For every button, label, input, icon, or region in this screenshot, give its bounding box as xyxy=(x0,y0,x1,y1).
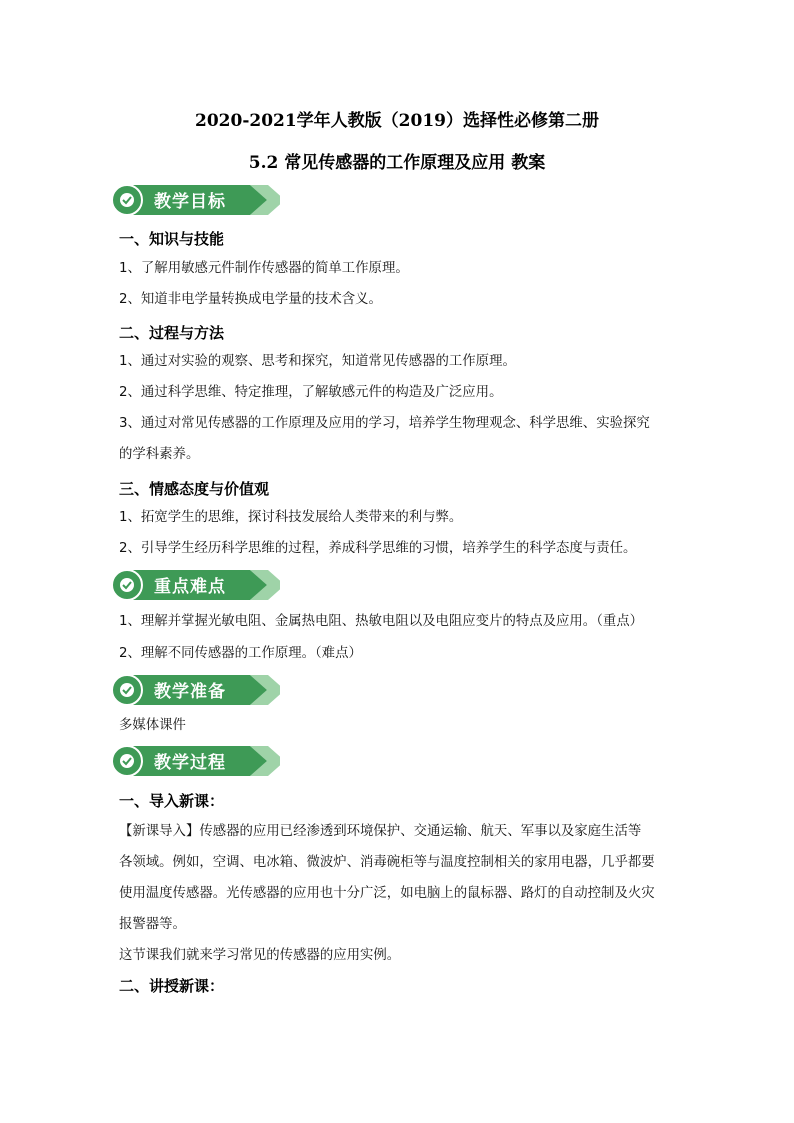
paragraph: 2、理解不同传感器的工作原理。（难点） xyxy=(119,646,362,661)
section-banner-process xyxy=(110,744,280,778)
paragraph: 1、拓宽学生的思维，探讨科技发展给人类带来的利与弊。 xyxy=(119,510,463,525)
heading-attitude-values: 三、情感态度与价值观 xyxy=(119,480,270,498)
document-title-line1: 2020-2021学年人教版（2019）选择性必修第二册 xyxy=(195,111,599,131)
paragraph: 1、理解并掌握光敏电阻、金属热电阻、热敏电阻以及电阻应变片的特点及应用。（重点） xyxy=(119,614,644,629)
section-banner-preparation xyxy=(110,673,280,707)
paragraph: 这节课我们就来学习常见的传感器的应用实例。 xyxy=(119,948,401,963)
heading-new-lesson: 二、讲授新课： xyxy=(119,977,225,995)
document-title-line2: 5.2 常见传感器的工作原理及应用 教案 xyxy=(248,153,546,173)
section-banner-keypoints xyxy=(110,568,280,602)
paragraph: 多媒体课件 xyxy=(119,718,186,733)
banner-label: 重点难点 xyxy=(154,577,226,597)
paragraph: 各领域。例如，空调、电冰箱、微波炉、消毒碗柜等与温度控制相关的家用电器，几乎都要 xyxy=(119,855,655,870)
paragraph: 的学科素养。 xyxy=(119,447,200,462)
paragraph: 2、通过科学思维、特定推理，了解敏感元件的构造及广泛应用。 xyxy=(119,385,503,400)
banner-label: 教学准备 xyxy=(154,682,226,702)
heading-process-methods: 二、过程与方法 xyxy=(119,324,225,342)
banner-label: 教学目标 xyxy=(154,192,226,212)
paragraph: 1、通过对实验的观察、思考和探究，知道常见传感器的工作原理。 xyxy=(119,354,516,369)
paragraph: 使用温度传感器。光传感器的应用也十分广泛，如电脑上的鼠标器、路灯的自动控制及火灾 xyxy=(119,886,655,901)
heading-lead-in: 一、导入新课： xyxy=(119,792,225,810)
paragraph: 3、通过对常见传感器的工作原理及应用的学习，培养学生物理观念、科学思维、实验探究 xyxy=(119,416,650,431)
paragraph: 2、知道非电学量转换成电学量的技术含义。 xyxy=(119,292,382,307)
paragraph: 报警器等。 xyxy=(119,917,186,932)
paragraph: 1、了解用敏感元件制作传感器的简单工作原理。 xyxy=(119,261,409,276)
section-banner-objectives xyxy=(110,183,280,217)
paragraph: 【新课导入】传感器的应用已经渗透到环境保护、交通运输、航天、军事以及家庭生活等 xyxy=(119,824,642,839)
paragraph: 2、引导学生经历科学思维的过程，养成科学思维的习惯，培养学生的科学态度与责任。 xyxy=(119,541,637,556)
banner-label: 教学过程 xyxy=(154,753,226,773)
heading-knowledge-skills: 一、知识与技能 xyxy=(119,230,225,248)
